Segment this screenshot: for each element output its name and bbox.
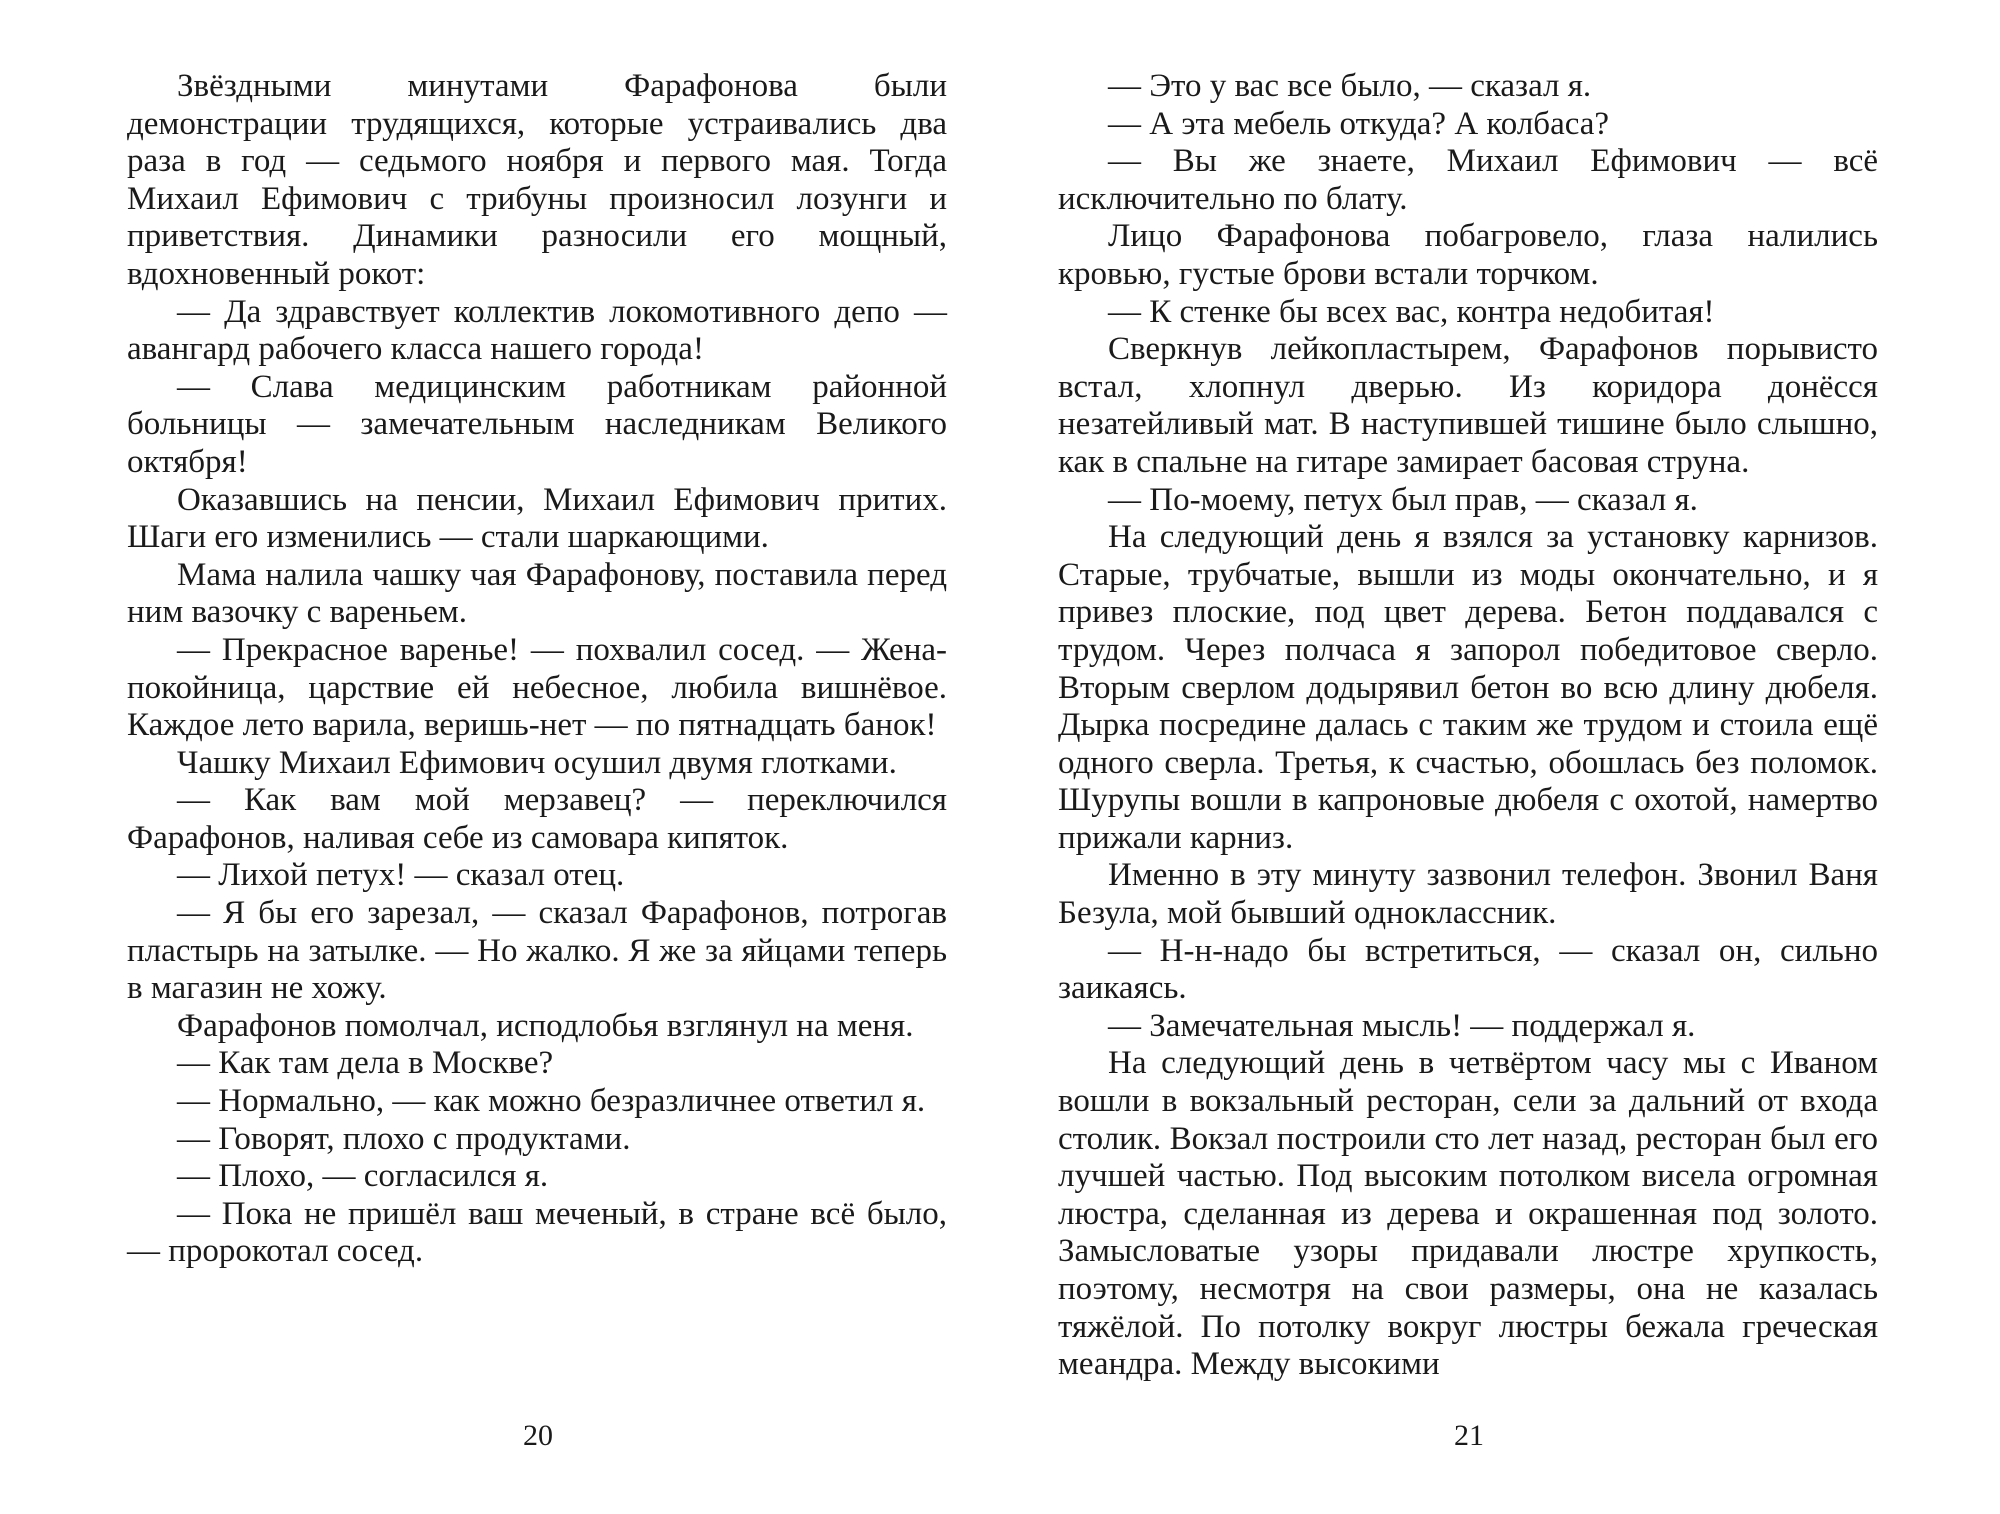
paragraph: Именно в эту минуту зазвонил телефон. Звонил Ваня Безула, мой бывший одноклассник.	[1058, 857, 1878, 932]
paragraph: — Я бы его зарезал, — сказал Фарафонов, потрогав пластырь на затылке. — Но жалко. Я же за яйцами теперь в магазин не хожу.	[127, 895, 947, 1007]
page-number-right: 21	[1454, 1419, 1484, 1452]
page-number-left: 20	[523, 1419, 553, 1452]
paragraph: — Говорят, плохо с продуктами.	[177, 1120, 631, 1157]
paragraph: Фарафонов помолчал, исподлобья взглянул на меня.	[177, 1007, 914, 1044]
paragraph: На следующий день я взялся за установку карнизов. Старые, трубчатые, вышли из моды окончательно, и я привез плоские, под цвет дерева. Бетон поддавался с трудом. Через полчаса я запорол победитовое сверло. Вторым сверлом додырявил бетон во всю длину дюбеля. Дырка посредине далась с таким же трудом и стоила ещё одного сверла. Третья, к счастью, обошлась без поломок. Шурупы вошли в капроновые дюбеля с охотой, намертво прижали карниз.	[1058, 519, 1878, 856]
paragraph: Звёздными минутами Фарафонова были демонстрации трудящихся, которые устраивались два раза в год — седьмого ноября и первого мая. Тогда Михаил Ефимович с трибуны произносил лозунги и приветствия. Динамики разносили его мощный, вдохновенный рокот:	[127, 68, 947, 292]
paragraph: — Плохо, — согласился я.	[177, 1158, 549, 1195]
paragraph: — Пока не пришёл ваш меченый, в стране всё было, — пророкотал сосед.	[127, 1195, 947, 1270]
right-page	[1058, 68, 1878, 1384]
paragraph: — Как вам мой мерзавец? — переключился Фарафонов, наливая себе из самовара кипяток.	[127, 782, 947, 856]
paragraph: — Нормально, — как можно безразличнее ответил я.	[177, 1083, 926, 1120]
paragraph: — По-моему, петух был прав, — сказал я.	[1108, 481, 1698, 518]
paragraph: — Лихой петух! — сказал отец.	[177, 857, 625, 894]
paragraph: — Замечательная мысль! — поддержал я.	[1108, 1007, 1696, 1044]
paragraph: — К стенке бы всех вас, контра недобитая!	[1108, 293, 1715, 330]
paragraph: Мама налила чашку чая Фарафонову, поставила перед ним вазочку с вареньем.	[127, 556, 947, 631]
paragraph: — Да здравствует коллектив локомотивного депо — авангард рабочего класса нашего города!	[127, 293, 947, 368]
paragraph: На следующий день в четвёртом часу мы с Иваном вошли в вокзальный ресторан, сели за дальний от входа столик. Вокзал построили сто лет назад, ресторан был его лучшей частью. Под высоким потолком висела огромная люстра, сделанная из дерева и окрашенная под золото. Замысловатые узоры придавали люстре хрупкость, поэтому, несмотря на свои размеры, она не казалась тяжёлой. По потолку вокруг люстры бежала греческая меандра. Между высокими	[1058, 1045, 1878, 1383]
paragraph: — Это у вас все было, — сказал я.	[1108, 68, 1592, 104]
paragraph: Лицо Фарафонова побагровело, глаза налились кровью, густые брови встали торчком.	[1058, 218, 1878, 292]
paragraph: Оказавшись на пенсии, Михаил Ефимович притих. Шаги его изменились — стали шаркающими.	[127, 481, 947, 556]
paragraph: — Вы же знаете, Михаил Ефимович — всё исключительно по блату.	[1058, 143, 1878, 217]
paragraph: — Как там дела в Москве?	[177, 1045, 554, 1082]
paragraph: Чашку Михаил Ефимович осушил двумя глотками.	[177, 744, 897, 781]
paragraph: Сверкнув лейкопластырем, Фарафонов порывисто встал, хлопнул дверью. Из коридора донёсся незатейливый мат. В наступившей тишине было слышно, как в спальне на гитаре замирает басовая струна.	[1058, 331, 1878, 480]
paragraph: — Н-н-надо бы встретиться, — сказал он, сильно заикаясь.	[1058, 932, 1878, 1007]
paragraph: — Слава медицинским работникам районной больницы — замечательным наследникам Великого октября!	[127, 368, 947, 480]
paragraph: — А эта мебель откуда? А колбаса?	[1108, 105, 1610, 142]
left-page	[127, 68, 947, 1271]
paragraph: — Прекрасное варенье! — похвалил сосед. — Жена-покойница, царствие ей небесное, любила вишнёвое. Каждое лето варила, веришь-нет — по пятнадцать банок!	[127, 631, 947, 744]
